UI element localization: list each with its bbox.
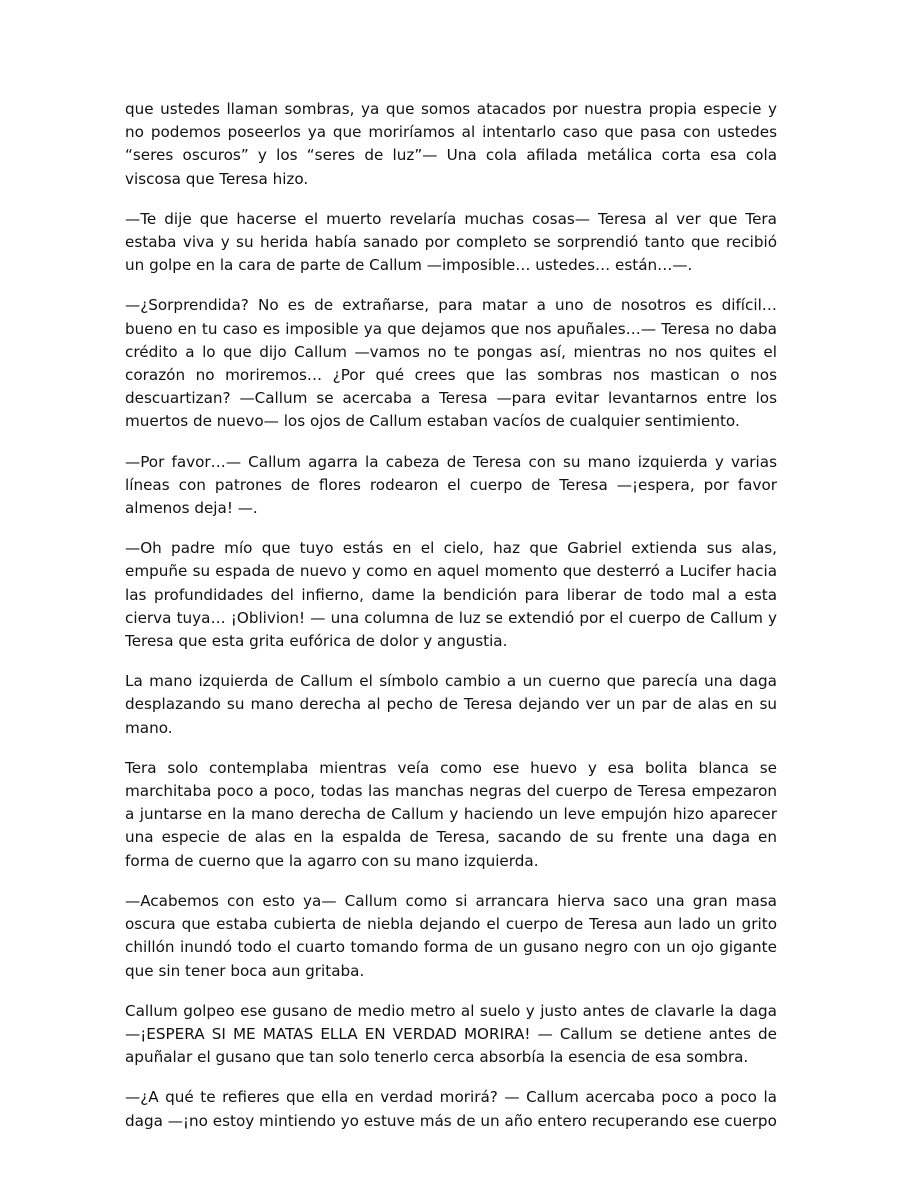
paragraph: Tera solo contemplaba mientras veía como ese huevo y esa bolita blanca se marchitaba poco a poco, todas las manchas negras del cuerpo de Teresa empezaron a juntarse en la mano derecha de Callum y haciendo un leve empujón hizo aparecer una especie de alas en la espalda de Teresa, sacando de su frente una daga en forma de cuerno que la agarro con su mano izquierda. xyxy=(125,758,777,870)
paragraph: que ustedes llaman sombras, ya que somos atacados por nuestra propia especie y no podemos poseerlos ya que moriríamos al intentarlo caso que pasa con ustedes “seres oscuros” y los “seres de luz”— Una cola afilada metálica corta esa cola viscosa que Teresa hizo. xyxy=(125,100,777,188)
paragraph: —¿A qué te refieres que ella en verdad morirá? — Callum acercaba poco a poco la daga —¡no estoy mintiendo yo estuve más de un año entero recuperando ese cuerpo xyxy=(125,1088,777,1130)
paragraph: —Te dije que hacerse el muerto revelaría muchas cosas— Teresa al ver que Tera estaba viva y su herida había sanado por completo se sorprendió tanto que recibió un golpe en la cara de parte de Callum —imposible… ustedes… están…—. xyxy=(125,209,777,275)
document-page xyxy=(125,98,777,1150)
paragraph: Callum golpeo ese gusano de medio metro al suelo y justo antes de clavarle la daga —¡ESPERA SI ME MATAS ELLA EN VERDAD MORIRA! — Callum se detiene antes de apuñalar el gusano que tan solo tenerlo cerca absorbía la esencia de esa sombra. xyxy=(125,1001,777,1067)
paragraph: —Acabemos con esto ya— Callum como si arrancara hierva saco una gran masa oscura que estaba cubierta de niebla dejando el cuerpo de Teresa aun lado un grito chillón inundó todo el cuarto tomando forma de un gusano negro con un ojo gigante que sin tener boca aun gritaba. xyxy=(125,891,777,980)
paragraph: —Por favor…— Callum agarra la cabeza de Teresa con su mano izquierda y varias líneas con patrones de flores rodearon el cuerpo de Teresa —¡espera, por favor almenos deja! —. xyxy=(125,452,777,518)
paragraph: —¿Sorprendida? No es de extrañarse, para matar a uno de nosotros es difícil… bueno en tu caso es imposible ya que dejamos que nos apuñales…— Teresa no daba crédito a lo que dijo Callum —vamos no te pongas así, mientras no nos quites el corazón no moriremos… ¿Por qué crees que las sombras nos mastican o nos descuartizan? —Callum se acercaba a Teresa —para evitar levantarnos entre los muertos de nuevo— los ojos de Callum estaban vacíos de cualquier sentimiento. xyxy=(125,296,777,431)
paragraph: La mano izquierda de Callum el símbolo cambio a un cuerno que parecía una daga desplazando su mano derecha al pecho de Teresa dejando ver un par de alas en su mano. xyxy=(125,672,777,737)
paragraph: —Oh padre mío que tuyo estás en el cielo, haz que Gabriel extienda sus alas, empuñe su espada de nuevo y como en aquel momento que desterró a Lucifer hacia las profundidades del infierno, dame la bendición para liberar de todo mal a esta cierva tuya… ¡Oblivion! — una columna de luz se extendió por el cuerpo de Callum y Teresa que esta grita eufórica de dolor y angustia. xyxy=(125,539,777,651)
